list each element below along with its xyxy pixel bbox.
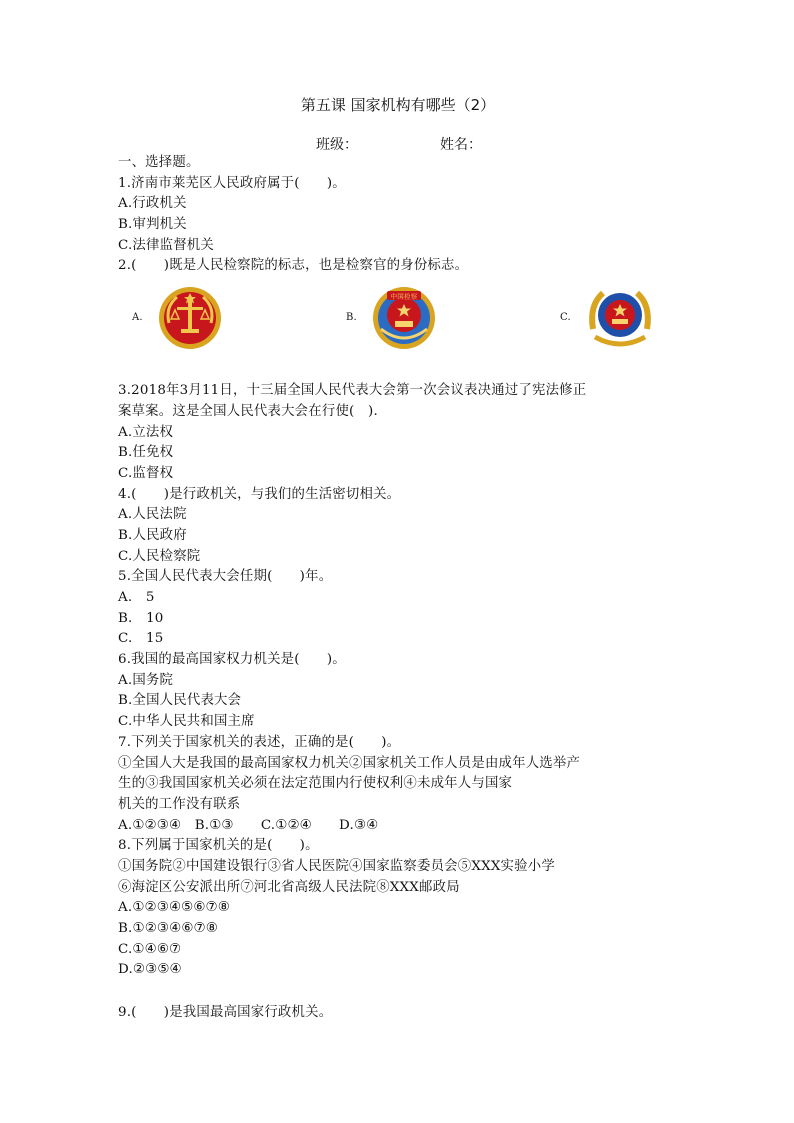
q8-items-line-2: ⑥海淀区公安派出所⑦河北省高级人民法院⑧XXX邮政局 [118,879,460,895]
q2-emblem-options [118,277,678,381]
q2-option-b [346,285,437,351]
question-7: 7.下列关于国家机关的表述，正确的是( )。 [118,734,401,750]
question-9: 9.( )是我国最高国家行政机关。 [118,1005,333,1021]
q1-option-a: A.行政机关 [118,196,187,212]
class-label: 班级： [316,137,358,153]
q7-statements-line-3: 机关的工作没有联系 [118,796,241,812]
procuratorate-banner-text: 中国检察 [390,292,418,301]
section-heading: 一、选择题。 [118,155,200,170]
q4-option-b: B.人民政府 [118,527,187,543]
q3-option-b: B.任免权 [118,445,174,461]
q1-option-b: B.审判机关 [118,217,187,233]
q3-option-c: C.监督权 [118,465,174,481]
student-info-line [316,134,482,154]
q1-option-c: C.法律监督机关 [118,237,214,253]
q6-option-a: A.国务院 [118,672,174,688]
question-2: 2.( )既是人民检察院的标志，也是检察官的身份标志。 [118,258,469,274]
spacer [118,981,678,1003]
question-3-line-2: 案草案。这是全国人民代表大会在行使( ). [118,403,378,419]
name-label: 姓名： [440,137,482,153]
q6-option-b: B.全国人民代表大会 [118,693,242,709]
q7-statements-line-2: 生的③我国国家机关必须在法定范围内行使权利④未成年人与国家 [118,776,513,792]
q7-statements-line-1: ①全国人大是我国的最高国家权力机关②国家机关工作人员是由成年人选举产 [118,755,581,771]
q5-option-b: B. 10 [118,610,164,626]
q8-option-c: C.①④⑥⑦ [118,941,182,957]
option-b-label: B. [346,311,357,323]
question-6: 6.我国的最高国家权力机关是( )。 [118,652,346,668]
police-emblem-icon [585,285,655,351]
q5-option-a: A. 5 [118,590,155,605]
option-a-label: A. [132,311,143,323]
question-4: 4.( )是行政机关，与我们的生活密切相关。 [118,486,401,502]
q5-option-c: C. 15 [118,631,164,647]
question-8: 8.下列属于国家机关的是( )。 [118,838,319,854]
question-3-line-1: 3.2018年3月11日，十三届全国人民代表大会第一次会议表决通过了宪法修正 [118,383,587,399]
question-5: 5.全国人民代表大会任期( )年。 [118,569,333,585]
question-list [118,153,678,1024]
q6-option-c: C.中华人民共和国主席 [118,714,255,730]
q2-option-a [132,285,223,351]
option-c-label: C. [560,311,571,323]
page-title: 第五课 国家机构有哪些（2） [300,96,496,114]
procuratorate-emblem-icon [371,285,437,351]
court-emblem-icon [157,285,223,351]
q3-option-a: A.立法权 [118,424,174,440]
q8-option-b: B.①②③④⑥⑦⑧ [118,921,218,936]
q8-option-a: A.①②③④⑤⑥⑦⑧ [118,900,230,916]
question-1: 1.济南市莱芜区人民政府属于( )。 [118,175,346,191]
q4-option-a: A.人民法院 [118,507,187,523]
q8-option-d: D.②③⑤④ [118,962,182,978]
q7-options: A.①②③④ B.①③ C.①②④ D.③④ [118,817,379,833]
q4-option-c: C.人民检察院 [118,548,201,564]
q2-option-c [560,285,655,351]
q8-items-line-1: ①国务院②中国建设银行③省人民医院④国家监察委员会⑤XXX实验小学 [118,858,555,874]
